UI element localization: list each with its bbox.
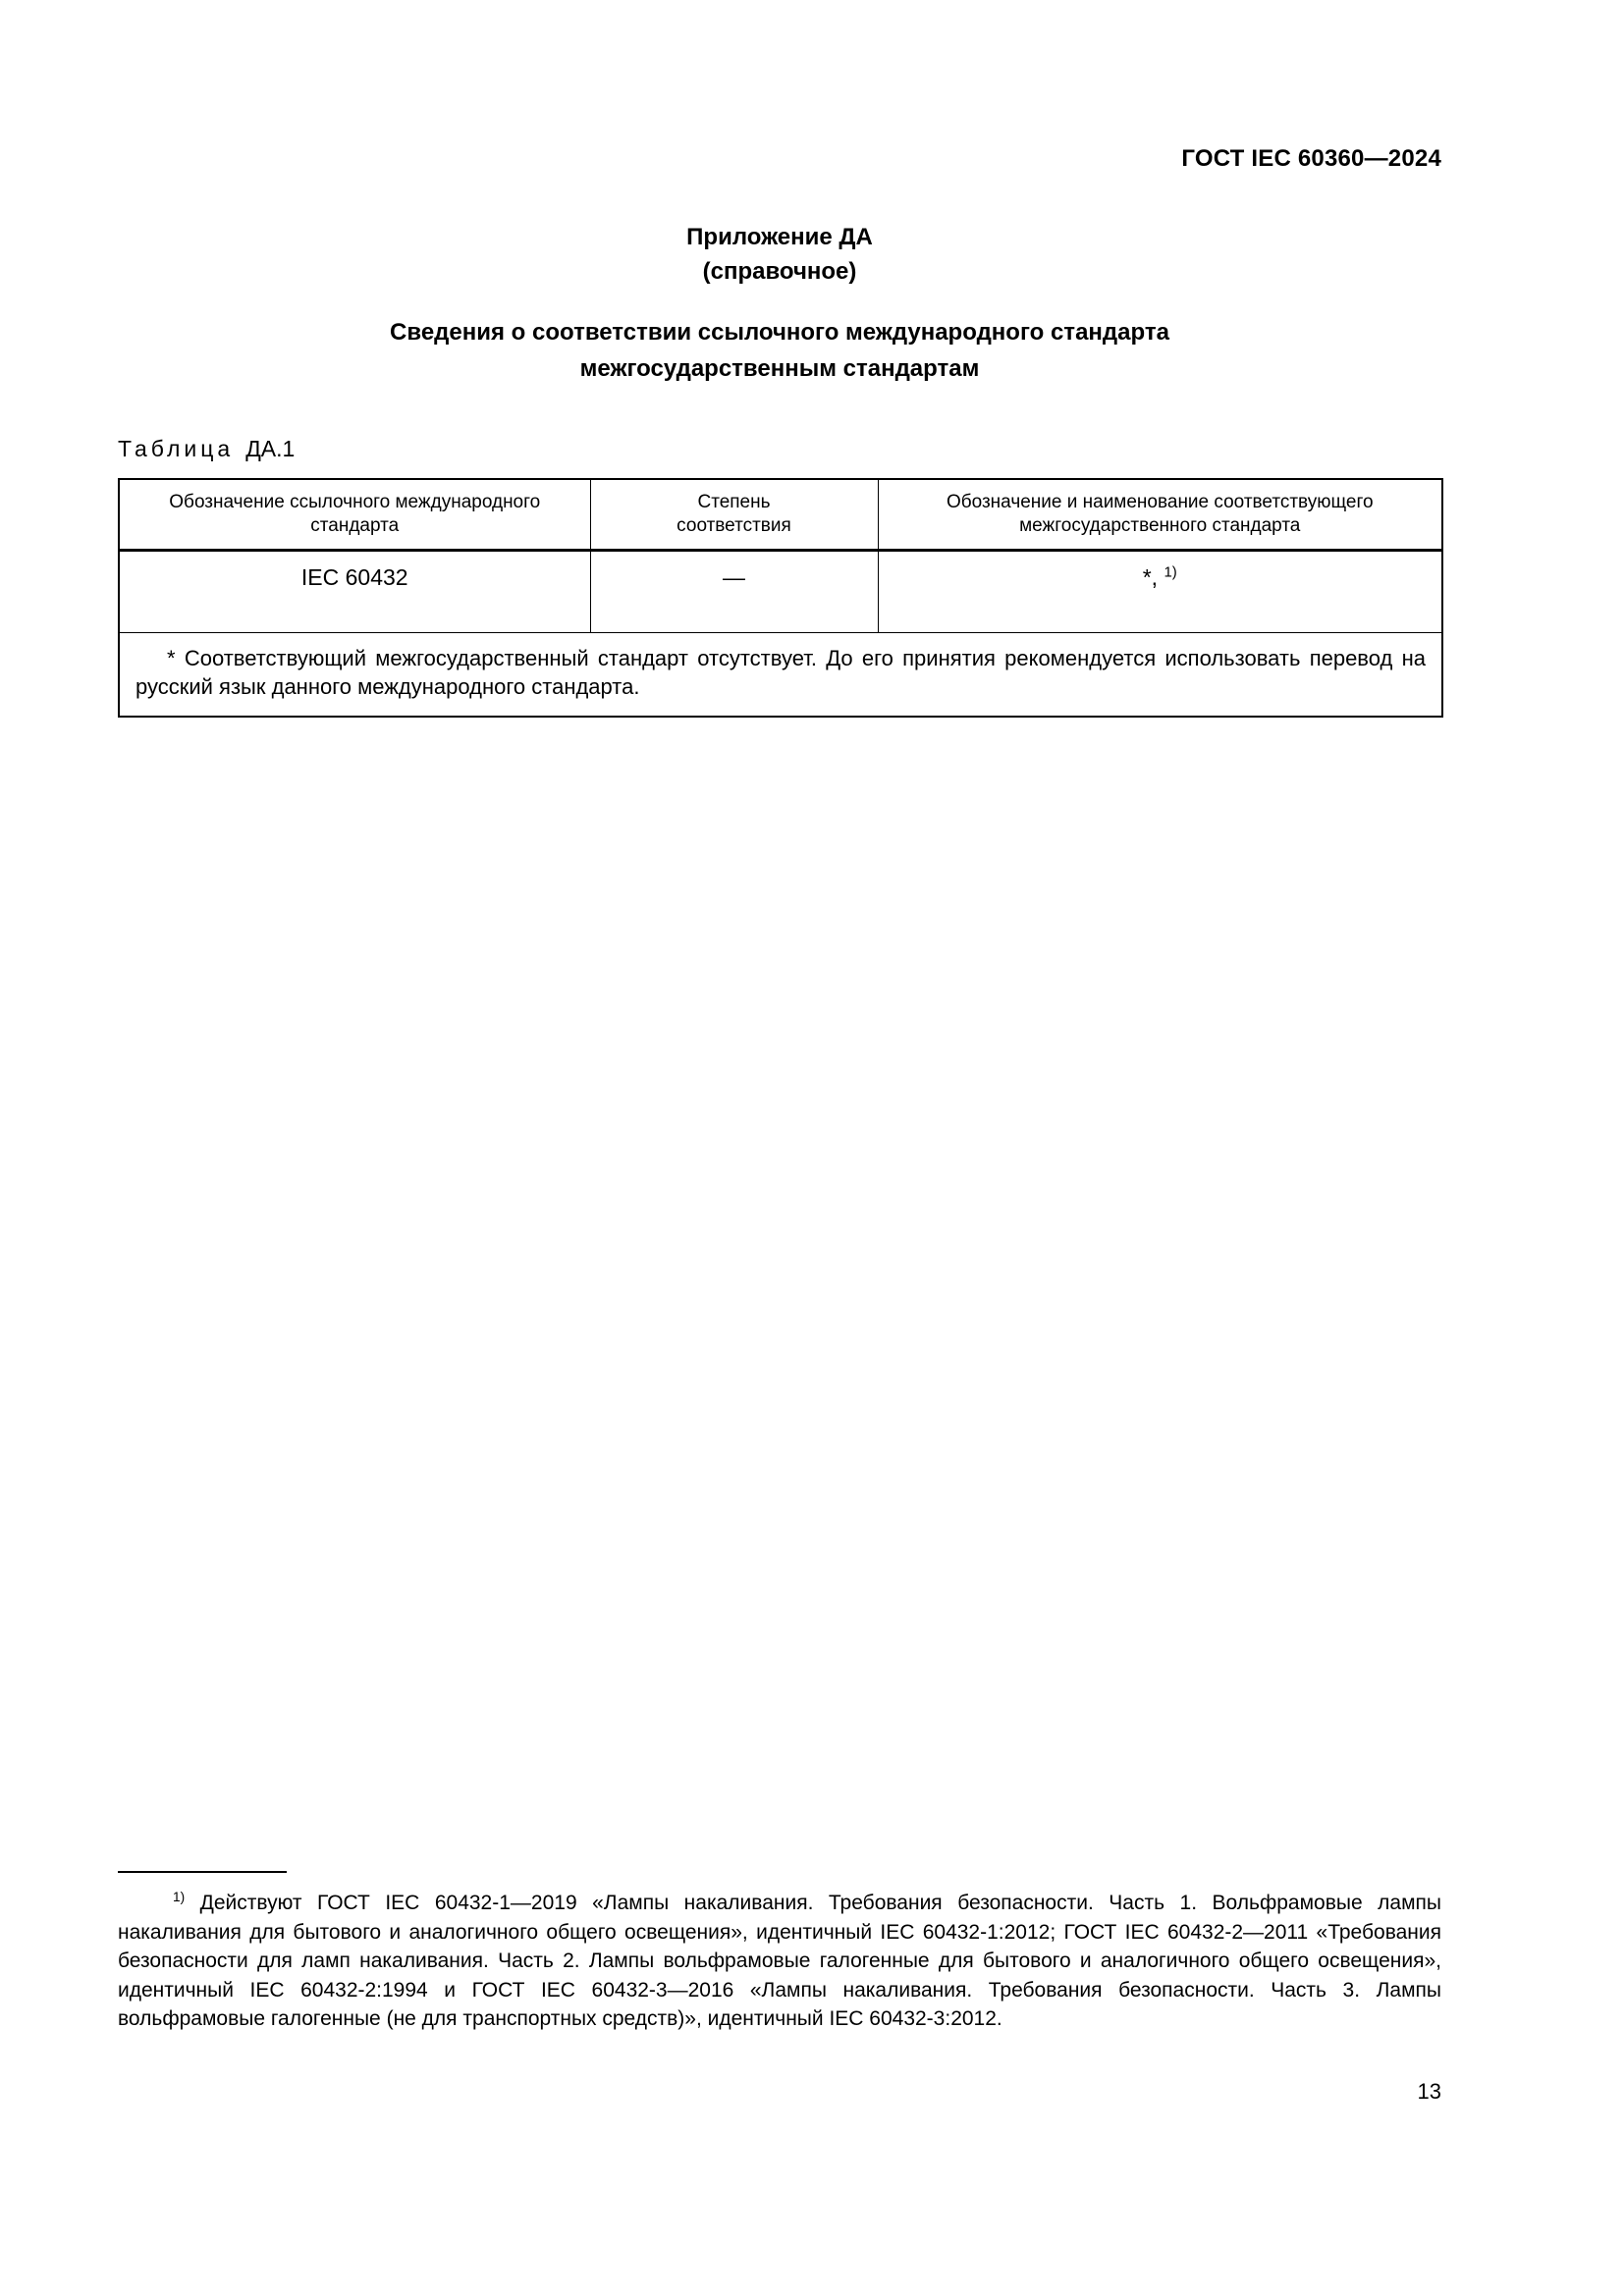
cell-degree: — bbox=[590, 550, 878, 632]
correspondence-table bbox=[118, 478, 1443, 718]
footnote-text: Действуют ГОСТ IEC 60432-1—2019 «Лампы накаливания. Требования безопасности. Часть 1. Вольфрамовые лампы накаливания для бытового и аналогичного общего освещения», идентичный IEC 60432-1:2012; ГОСТ IEC 60432-2—2011 «Требования безопасности для ламп накаливания. Часть 2. Лампы вольфрамовые галогенные для бытового и аналогичного общего освещения», идентичный IEC 60432-2:1994 и ГОСТ IEC 60432-3—2016 «Лампы накаливания. Требования безопасности. Часть 3. Лампы вольфрамовые галогенные (не для транспортных средств)», идентичный IEC 60432-3:2012. bbox=[118, 1892, 1441, 2030]
table-caption-number: ДА.1 bbox=[245, 436, 296, 461]
cell-standard: IEC 60432 bbox=[119, 550, 590, 632]
appendix-subtitle: (справочное) bbox=[702, 258, 857, 285]
table-row bbox=[119, 550, 1442, 632]
document-heading bbox=[118, 314, 1441, 387]
appendix-block bbox=[118, 220, 1441, 289]
cell-reference-footnote-marker: 1) bbox=[1164, 562, 1177, 580]
page-number: 13 bbox=[1417, 2079, 1441, 2104]
column-header-international-standard: Обозначение ссылочного международного стандарта bbox=[119, 479, 590, 550]
cell-reference-base: *, bbox=[1142, 563, 1164, 590]
footnote-divider bbox=[118, 1871, 287, 1873]
footnote-marker: 1) bbox=[173, 1890, 186, 1904]
table-header-row bbox=[119, 479, 1442, 550]
table-footnote: * Соответствующий межгосударственный стандарт отсутствует. До его принятия рекомендуется использовать перевод на русский язык данного международного стандарта. bbox=[119, 632, 1442, 717]
cell-reference bbox=[878, 550, 1442, 632]
appendix-title: Приложение ДА bbox=[686, 224, 873, 250]
document-heading-text: Сведения о соответствии ссылочного международного стандарта межгосударственным стандартам bbox=[390, 319, 1169, 382]
table-footnote-row bbox=[119, 632, 1442, 717]
table-caption bbox=[118, 436, 295, 462]
table-caption-word: Таблица bbox=[118, 436, 235, 461]
column-header-degree bbox=[590, 479, 878, 550]
page-header: ГОСТ IEC 60360—2024 bbox=[1181, 145, 1441, 172]
column-header-degree-text: Степень соответствия bbox=[677, 491, 791, 536]
footnote bbox=[118, 1889, 1441, 2034]
column-header-interstate-standard: Обозначение и наименование соответствующего межгосударственного стандарта bbox=[878, 479, 1442, 550]
